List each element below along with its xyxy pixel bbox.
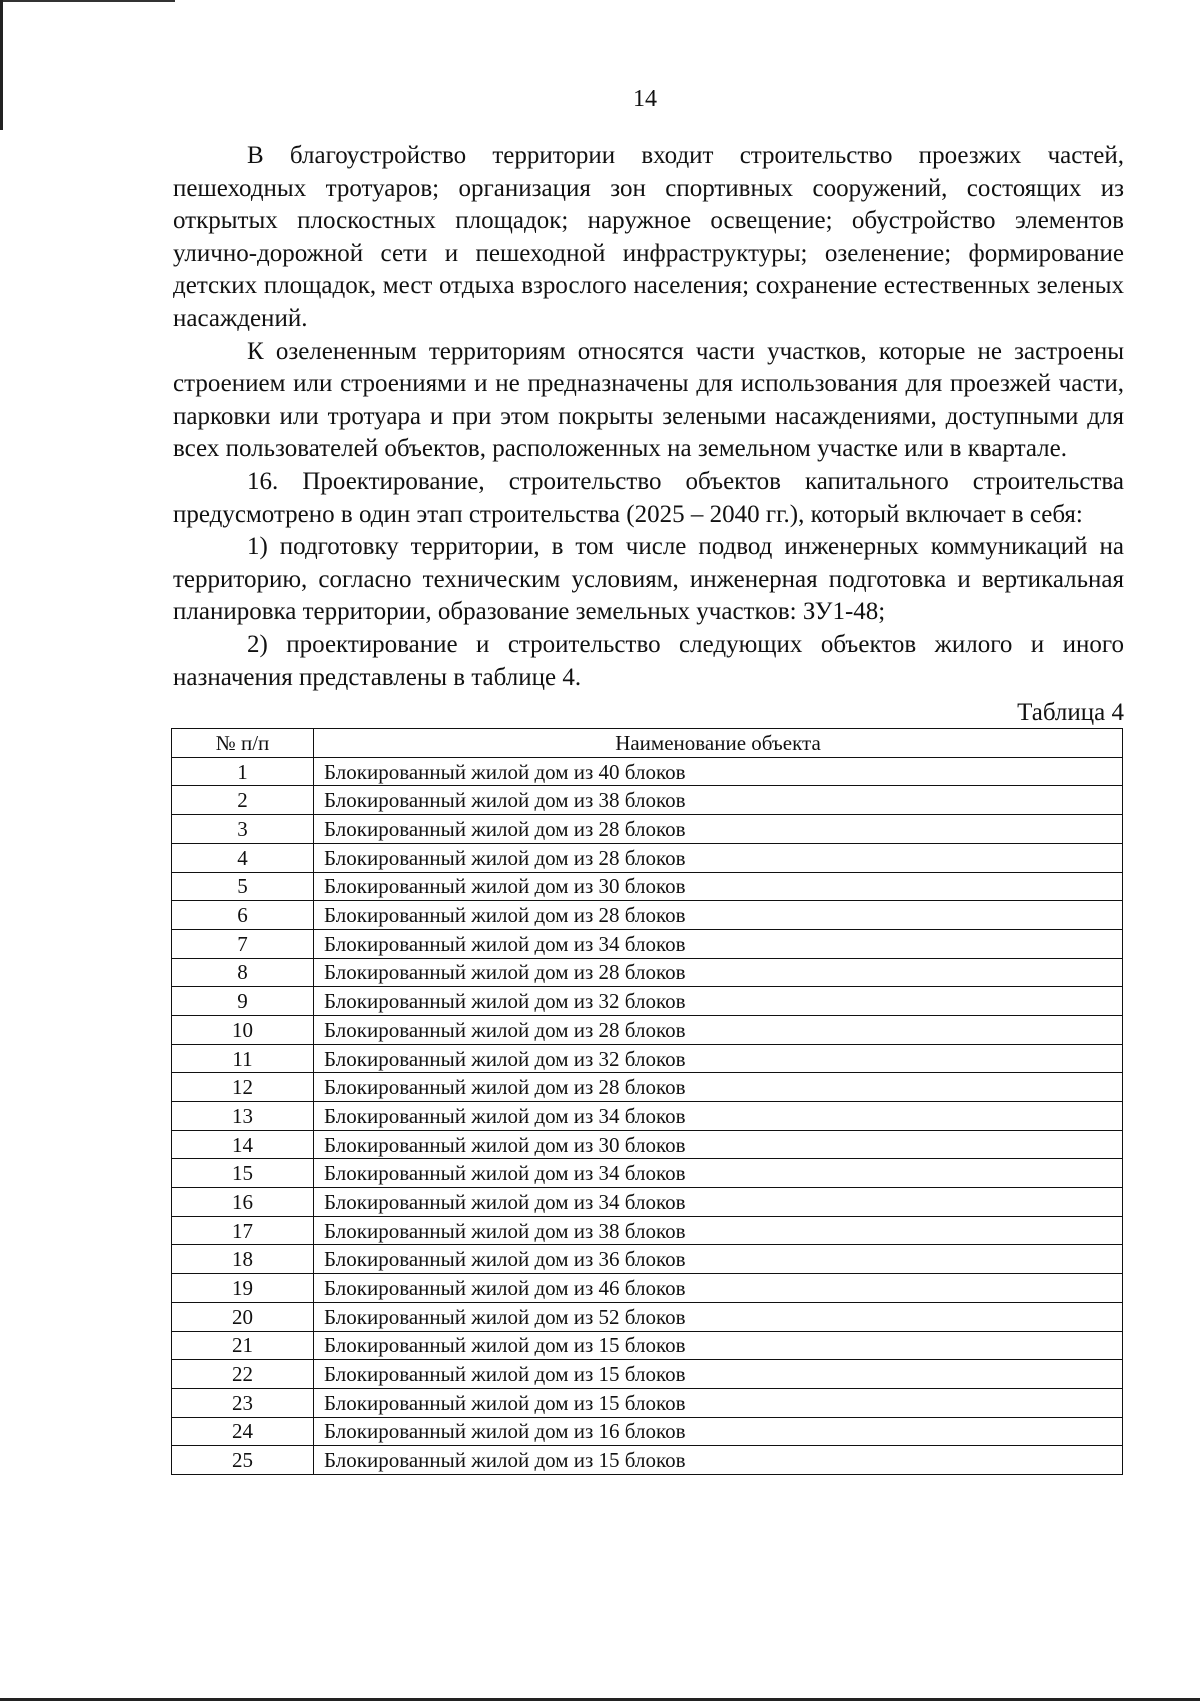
page-number: 14 xyxy=(633,86,657,112)
table-row xyxy=(172,1130,1123,1159)
paragraph-green-areas: К озелененным территориям относятся части участков, которые не застроены строением или строениями и не предназначены для использования для проезжей части, парковки или тротуара и при этом покрыты зелеными насаждениями, доступными для всех пользователей объектов, расположенных на земельном участке или в квартале. xyxy=(173,337,1124,463)
row-object-name: Блокированный жилой дом из 38 блоков xyxy=(314,1216,1123,1245)
table-body xyxy=(172,757,1123,1474)
row-object-name: Блокированный жилой дом из 30 блоков xyxy=(314,872,1123,901)
objects-table xyxy=(171,728,1123,1475)
table-row xyxy=(172,1331,1123,1360)
row-object-name: Блокированный жилой дом из 34 блоков xyxy=(314,1188,1123,1217)
table-row xyxy=(172,1159,1123,1188)
row-object-name: Блокированный жилой дом из 34 блоков xyxy=(314,1102,1123,1131)
row-number: 25 xyxy=(172,1446,314,1475)
row-object-name: Блокированный жилой дом из 28 блоков xyxy=(314,1073,1123,1102)
row-number: 23 xyxy=(172,1388,314,1417)
table-row xyxy=(172,815,1123,844)
row-object-name: Блокированный жилой дом из 28 блоков xyxy=(314,901,1123,930)
row-object-name: Блокированный жилой дом из 15 блоков xyxy=(314,1360,1123,1389)
row-object-name: Блокированный жилой дом из 28 блоков xyxy=(314,815,1123,844)
table-row xyxy=(172,1388,1123,1417)
document-body xyxy=(173,140,1124,1475)
header-object-name: Наименование объекта xyxy=(314,729,1123,758)
row-object-name: Блокированный жилой дом из 15 блоков xyxy=(314,1446,1123,1475)
row-object-name: Блокированный жилой дом из 46 блоков xyxy=(314,1274,1123,1303)
paragraph-subitem-2: 2) проектирование и строительство следующих объектов жилого и иного назначения представлены в таблице 4. xyxy=(173,630,1124,691)
header-number: № п/п xyxy=(172,729,314,758)
table-row xyxy=(172,843,1123,872)
row-number: 18 xyxy=(172,1245,314,1274)
row-number: 24 xyxy=(172,1417,314,1446)
paragraph-subitem-1: 1) подготовку территории, в том числе подвод инженерных коммуникаций на территорию, согласно техническим условиям, инженерная подготовка и вертикальная планировка территории, образование земельных участков: ЗУ1-48; xyxy=(173,533,1124,626)
row-number: 5 xyxy=(172,872,314,901)
row-number: 7 xyxy=(172,929,314,958)
row-number: 10 xyxy=(172,1015,314,1044)
row-number: 12 xyxy=(172,1073,314,1102)
row-object-name: Блокированный жилой дом из 15 блоков xyxy=(314,1388,1123,1417)
row-number: 3 xyxy=(172,815,314,844)
row-number: 1 xyxy=(172,757,314,786)
row-object-name: Блокированный жилой дом из 34 блоков xyxy=(314,1159,1123,1188)
row-object-name: Блокированный жилой дом из 40 блоков xyxy=(314,757,1123,786)
row-number: 16 xyxy=(172,1188,314,1217)
row-object-name: Блокированный жилой дом из 36 блоков xyxy=(314,1245,1123,1274)
table-row xyxy=(172,958,1123,987)
row-object-name: Блокированный жилой дом из 32 блоков xyxy=(314,987,1123,1016)
table-row xyxy=(172,1216,1123,1245)
table-row xyxy=(172,1302,1123,1331)
row-object-name: Блокированный жилой дом из 32 блоков xyxy=(314,1044,1123,1073)
row-object-name: Блокированный жилой дом из 52 блоков xyxy=(314,1302,1123,1331)
table-row xyxy=(172,1044,1123,1073)
row-number: 2 xyxy=(172,786,314,815)
row-number: 21 xyxy=(172,1331,314,1360)
row-number: 4 xyxy=(172,843,314,872)
table-row xyxy=(172,1417,1123,1446)
table-row xyxy=(172,1102,1123,1131)
row-number: 20 xyxy=(172,1302,314,1331)
row-object-name: Блокированный жилой дом из 15 блоков xyxy=(314,1331,1123,1360)
row-number: 11 xyxy=(172,1044,314,1073)
row-number: 9 xyxy=(172,987,314,1016)
row-number: 14 xyxy=(172,1130,314,1159)
row-number: 15 xyxy=(172,1159,314,1188)
table-row xyxy=(172,1446,1123,1475)
table-caption: Таблица 4 xyxy=(1017,699,1124,727)
table-row xyxy=(172,1188,1123,1217)
row-object-name: Блокированный жилой дом из 34 блоков xyxy=(314,929,1123,958)
table-row xyxy=(172,1274,1123,1303)
row-number: 8 xyxy=(172,958,314,987)
table-row xyxy=(172,1245,1123,1274)
row-object-name: Блокированный жилой дом из 38 блоков xyxy=(314,786,1123,815)
row-number: 13 xyxy=(172,1102,314,1131)
table-row xyxy=(172,1360,1123,1389)
row-number: 17 xyxy=(172,1216,314,1245)
table-row xyxy=(172,872,1123,901)
row-object-name: Блокированный жилой дом из 28 блоков xyxy=(314,958,1123,987)
table-row xyxy=(172,987,1123,1016)
table-row xyxy=(172,901,1123,930)
table-row xyxy=(172,757,1123,786)
scan-edge-top xyxy=(0,0,175,2)
table-header-row xyxy=(172,729,1123,758)
row-number: 19 xyxy=(172,1274,314,1303)
row-object-name: Блокированный жилой дом из 28 блоков xyxy=(314,1015,1123,1044)
table-row xyxy=(172,786,1123,815)
table-row xyxy=(172,929,1123,958)
row-object-name: Блокированный жилой дом из 16 блоков xyxy=(314,1417,1123,1446)
row-object-name: Блокированный жилой дом из 28 блоков xyxy=(314,843,1123,872)
row-object-name: Блокированный жилой дом из 30 блоков xyxy=(314,1130,1123,1159)
table-row xyxy=(172,1073,1123,1102)
table-row xyxy=(172,1015,1123,1044)
paragraph-landscaping: В благоустройство территории входит строительство проезжих частей, пешеходных тротуаров; организация зон спортивных сооружений, состоящих из открытых плоскостных площадок; наружное освещение; обустройство элементов улично-дорожной сети и пешеходной инфраструктуры; озеленение; формирование детских площадок, мест отдыха взрослого населения; сохранение естественных зеленых насаждений. xyxy=(173,142,1124,332)
paragraph-item-16: 16. Проектирование, строительство объектов капитального строительства предусмотрено в один этап строительства (2025 – 2040 гг.), который включает в себя: xyxy=(173,467,1124,528)
row-number: 22 xyxy=(172,1360,314,1389)
row-number: 6 xyxy=(172,901,314,930)
